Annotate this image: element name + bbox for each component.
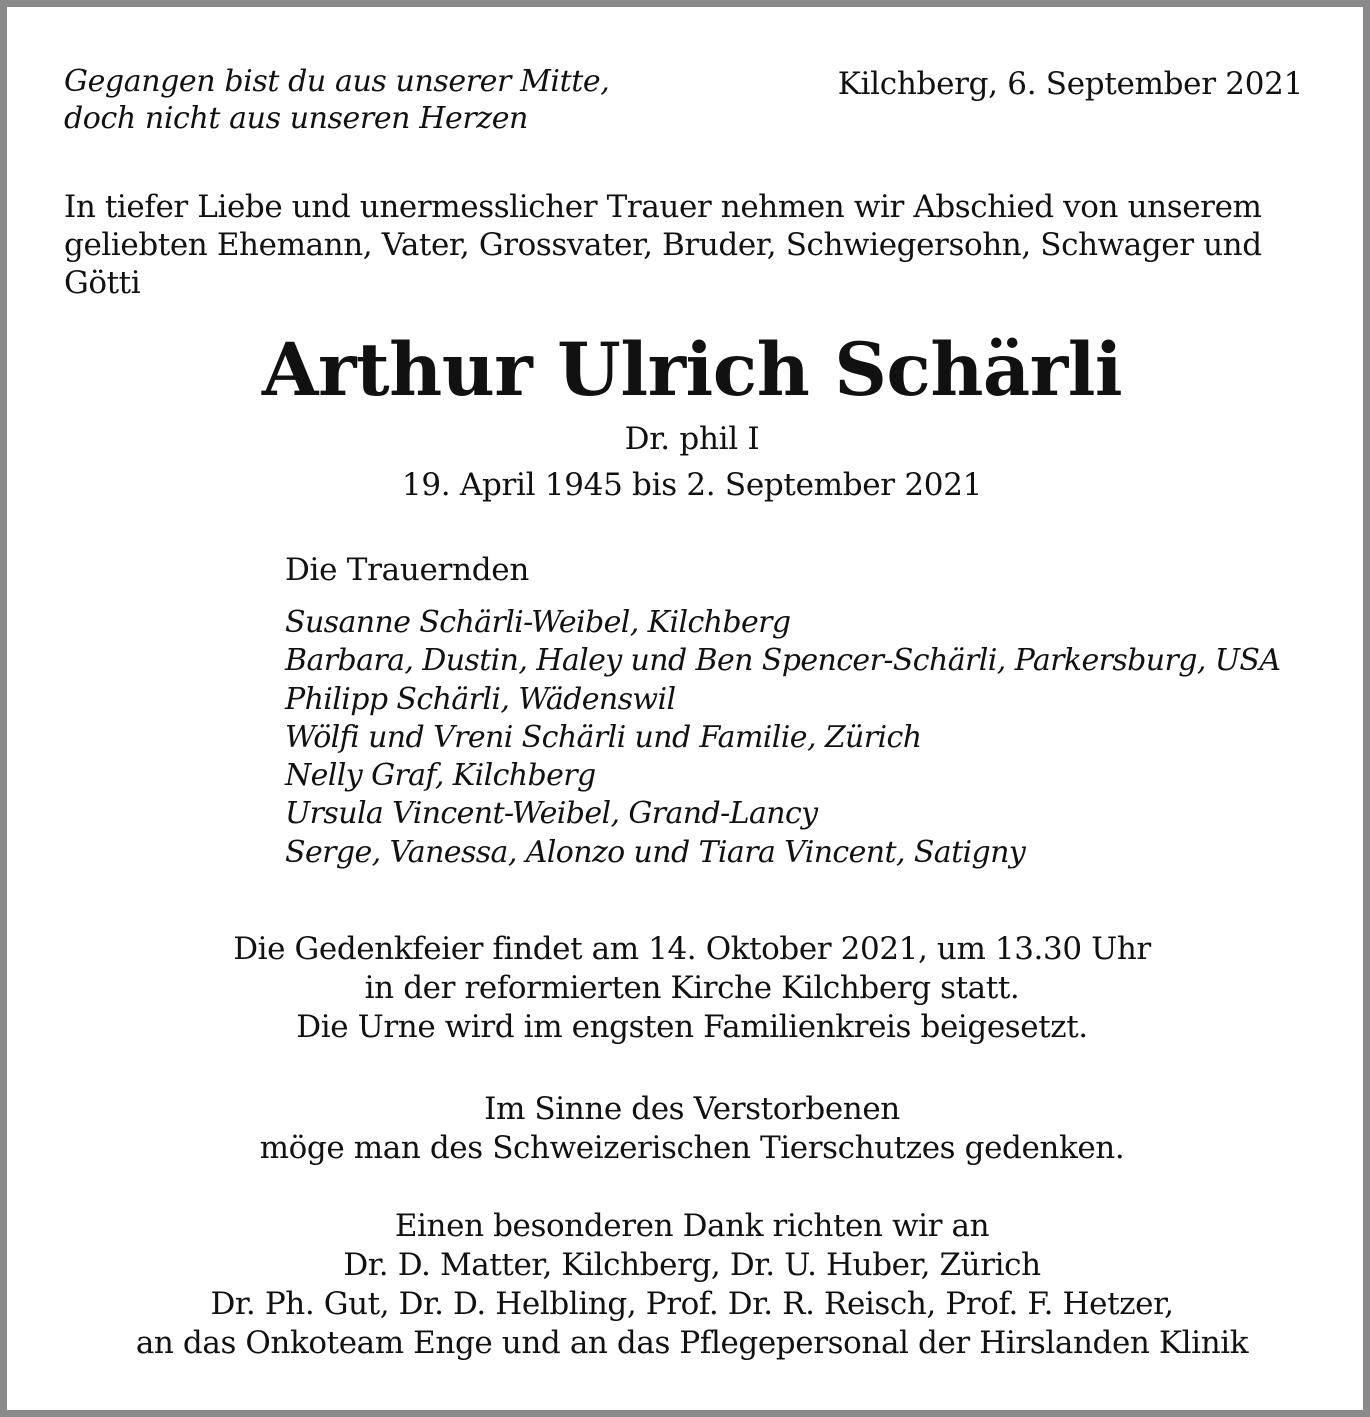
motto xyxy=(64,63,609,137)
intro-text: In tiefer Liebe und unermesslicher Trauer nehmen wir Abschied von unserem geliebten Ehemann, Vater, Grossvater, Bruder, Schwiegersohn, Schwager und Götti xyxy=(64,189,1262,301)
mourner-entry: Susanne Schärli-Weibel, Kilchberg xyxy=(285,605,791,640)
wish-line: Im Sinne des Verstorbenen xyxy=(484,1091,900,1127)
deceased-name: Arthur Ulrich Schärli xyxy=(261,327,1123,413)
mourners-heading: Die Trauernden xyxy=(285,552,529,588)
thanks-line: an das Onkoteam Enge und an das Pflegepersonal der Hirslanden Klinik xyxy=(135,1325,1249,1361)
wish-line: möge man des Schweizerischen Tierschutzes gedenken. xyxy=(259,1130,1125,1166)
thanks-line: Dr. Ph. Gut, Dr. D. Helbling, Prof. Dr. R. Reisch, Prof. F. Hetzer, xyxy=(210,1286,1174,1322)
deceased-title: Dr. phil I xyxy=(624,421,760,457)
thanks-line: Dr. D. Matter, Kilchberg, Dr. U. Huber, Zürich xyxy=(343,1247,1041,1283)
motto-line: Gegangen bist du aus unserer Mitte, xyxy=(64,64,610,99)
mourner-entry: Wölfi und Vreni Schärli und Familie, Zürich xyxy=(285,719,922,755)
acknowledgements xyxy=(7,1207,1370,1363)
mourner-entry: Philipp Schärli, Wädenswil xyxy=(285,681,676,717)
ceremony-info xyxy=(7,930,1370,1047)
mourner-entry: Serge, Vanessa, Alonzo und Tiara Vincent, Satigny xyxy=(285,834,1026,870)
donation-wish xyxy=(7,1090,1370,1168)
ceremony-line: Die Gedenkfeier findet am 14. Oktober 2021, um 13.30 Uhr xyxy=(233,931,1151,967)
motto-line: doch nicht aus unseren Herzen xyxy=(64,101,528,136)
mourners-list xyxy=(285,604,1280,872)
mourner-entry: Barbara, Dustin, Haley und Ben Spencer-Schärli, Parkersburg, USA xyxy=(285,643,1281,679)
life-dates: 19. April 1945 bis 2. September 2021 xyxy=(401,467,983,503)
thanks-line: Einen besonderen Dank richten wir an xyxy=(394,1208,990,1244)
place-date: Kilchberg, 6. September 2021 xyxy=(837,66,1303,102)
ceremony-line: Die Urne wird im engsten Familienkreis beigesetzt. xyxy=(296,1009,1088,1045)
mourner-entry: Nelly Graf, Kilchberg xyxy=(285,758,596,794)
mourner-entry: Ursula Vincent-Weibel, Grand-Lancy xyxy=(285,796,818,832)
ceremony-line: in der reformierten Kirche Kilchberg statt. xyxy=(364,970,1020,1006)
